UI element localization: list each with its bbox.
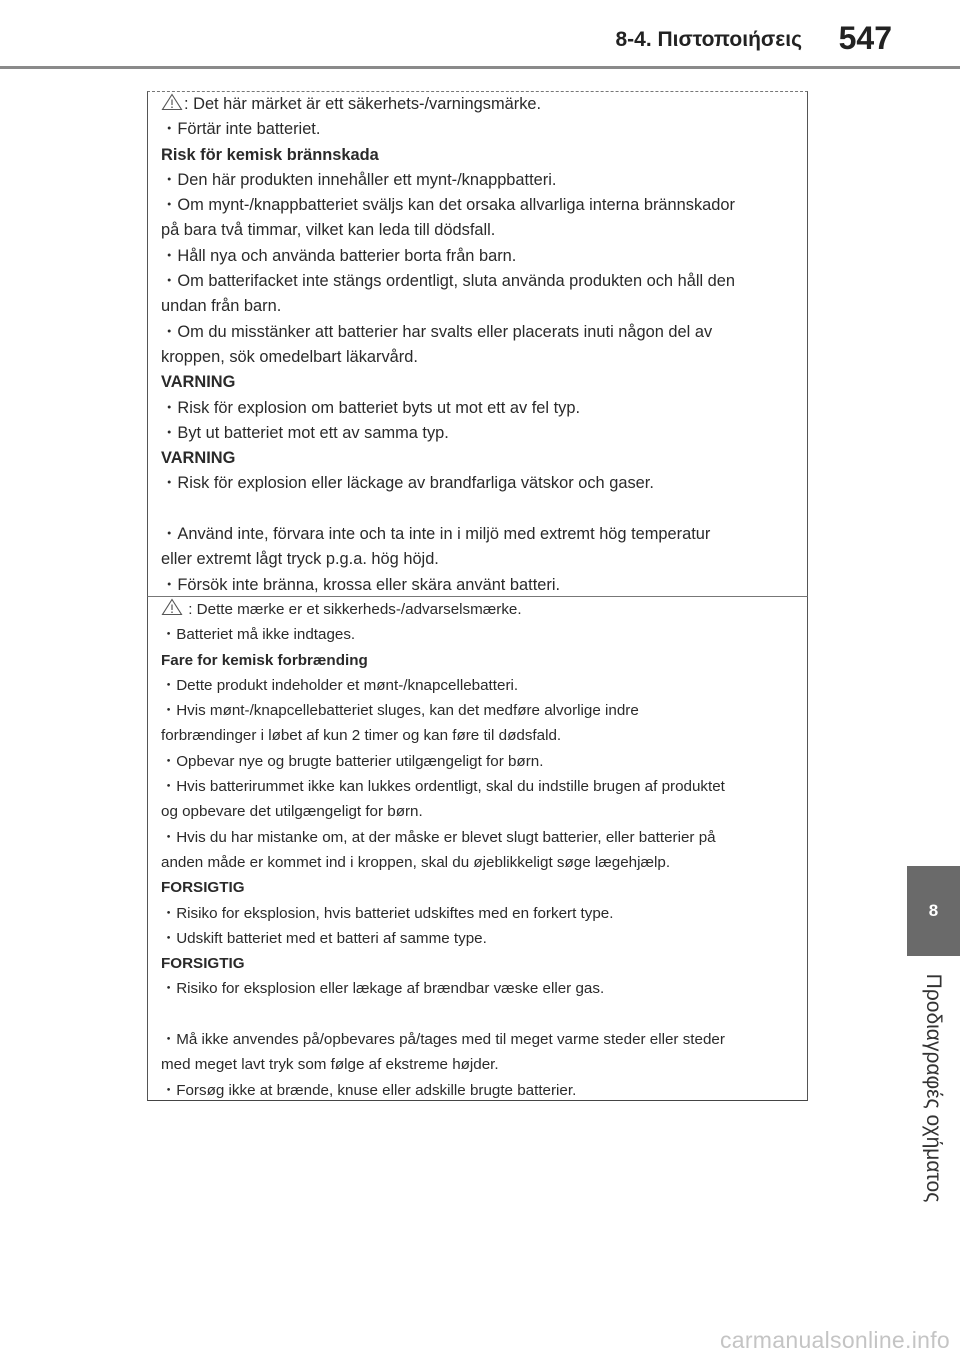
chapter-title: Προδιαγραφές οχήματος (922, 973, 945, 1203)
text-line (161, 901, 795, 926)
line-text: og opbevare det utilgængeligt for børn. (161, 803, 423, 821)
spacer (161, 1002, 795, 1027)
section-heading (161, 143, 795, 168)
text-line (161, 774, 795, 799)
text-line (161, 547, 795, 572)
text-line (161, 345, 795, 370)
text-line (161, 1078, 795, 1103)
line-text: på bara två timmar, vilket kan leda till dödsfall. (161, 221, 496, 240)
section-heading (161, 370, 795, 395)
line-text: ・Batteriet må ikke indtages. (161, 626, 356, 644)
warning-triangle-icon (161, 93, 183, 111)
section-title: 8-4. Πιστοποιήσεις (615, 28, 802, 51)
text-line (161, 396, 795, 421)
line-text: ・Den här produkten innehåller ett mynt-/knappbatteri. (161, 170, 557, 189)
line-text: undan från barn. (161, 297, 282, 316)
line-text: : Dette mærke er et sikkerheds-/advarselsmærke. (184, 601, 522, 618)
page-header (0, 0, 960, 70)
text-line (161, 421, 795, 446)
text-line (161, 471, 795, 496)
line-text: ・Hvis du har mistanke om, at der måske er blevet slugt batterier, eller batterier på (161, 828, 716, 846)
text-line (161, 117, 795, 142)
text-line (161, 723, 795, 748)
line-text: ・Om du misstänker att batterier har svalts eller placerats inuti någon del av (161, 322, 713, 341)
warning-triangle-icon (161, 598, 183, 616)
line-text: ・Opbevar nye og brugte batterier utilgængeligt for børn. (161, 752, 544, 770)
line-text: kroppen, sök omedelbart läkarvård. (161, 347, 418, 366)
text-line (161, 799, 795, 824)
line-text: ・Dette produkt indeholder et mønt-/knapcellebatteri. (161, 676, 519, 694)
line-text: Fare for kemisk forbrænding (161, 651, 368, 669)
line-text: ・Risk för explosion om batteriet byts ut mot ett av fel typ. (161, 398, 581, 417)
text-line (161, 698, 795, 723)
line-text: anden måde er kommet ind i kroppen, skal du øjeblikkeligt søge lægehjælp. (161, 853, 671, 871)
header-divider (0, 66, 960, 69)
text-line (161, 269, 795, 294)
text-line (161, 622, 795, 647)
text-line (161, 1027, 795, 1052)
chapter-tab[interactable] (907, 866, 960, 956)
line-text: ・Må ikke anvendes på/opbevares på/tages med til meget varme steder eller steder (161, 1031, 725, 1049)
line-text: eller extremt lågt tryck p.g.a. hög höjd. (161, 550, 439, 569)
text-line (161, 294, 795, 319)
page-number: 547 (838, 20, 892, 56)
line-text: ・Hvis batterirummet ikke kan lukkes ordentligt, skal du indstille brugen af produktet (161, 778, 725, 796)
line-text: ・Om mynt-/knappbatteriet sväljs kan det orsaka allvarliga interna brännskador (161, 196, 735, 215)
line-text: FORSIGTIG (161, 955, 245, 973)
text-line (161, 673, 795, 698)
text-line (161, 244, 795, 269)
line-text: VARNING (161, 449, 236, 468)
text-line (161, 1052, 795, 1077)
spacer (161, 497, 795, 522)
text-line (161, 92, 795, 117)
text-line (161, 573, 795, 598)
line-text: ・Forsøg ikke at brænde, knuse eller adskille brugte batterier. (161, 1081, 577, 1099)
line-text: ・Försök inte bränna, krossa eller skära använt batteri. (161, 575, 561, 594)
line-text: ・Risiko for eksplosion eller lækage af brændbar væske eller gas. (161, 980, 605, 998)
text-line (161, 597, 795, 622)
chapter-number: 8 (928, 901, 939, 920)
line-text: ・Udskift batteriet med et batteri af samme type. (161, 929, 487, 947)
line-text: ・Hvis mønt-/knapcellebatteriet sluges, kan det medføre alvorlige indre (161, 702, 639, 720)
text-line (161, 749, 795, 774)
text-line (161, 522, 795, 547)
line-text: forbrændinger i løbet af kun 2 timer og kan føre til dødsfald. (161, 727, 562, 745)
line-text: ・Förtär inte batteriet. (161, 120, 321, 139)
text-line (161, 218, 795, 243)
text-line (161, 850, 795, 875)
line-text: ・Håll nya och använda batterier borta från barn. (161, 246, 517, 265)
line-text: ・Risk för explosion eller läckage av brandfarliga vätskor och gaser. (161, 474, 654, 493)
line-text: med meget lavt tryk som følge af ekstreme højder. (161, 1056, 499, 1074)
warning-box-danish (147, 597, 808, 1101)
text-line (161, 168, 795, 193)
line-text: Risk för kemisk brännskada (161, 145, 379, 164)
text-line (161, 320, 795, 345)
text-line (161, 976, 795, 1001)
line-text: : Det här märket är ett säkerhets-/varningsmärke. (184, 95, 542, 113)
text-line (161, 926, 795, 951)
line-text: VARNING (161, 373, 236, 392)
section-heading (161, 875, 795, 900)
line-text: FORSIGTIG (161, 879, 245, 897)
warning-box-swedish (147, 91, 808, 597)
text-line (161, 825, 795, 850)
line-text: ・Använd inte, förvara inte och ta inte in i miljö med extremt hög temperatur (161, 525, 711, 544)
line-text: ・Byt ut batteriet mot ett av samma typ. (161, 423, 449, 442)
watermark: carmanualsonline.info (719, 1327, 950, 1353)
section-heading (161, 648, 795, 673)
line-text: ・Om batterifacket inte stängs ordentligt, sluta använda produkten och håll den (161, 272, 736, 291)
section-heading (161, 951, 795, 976)
line-text: ・Risiko for eksplosion, hvis batteriet udskiftes med en forkert type. (161, 904, 614, 922)
section-heading (161, 446, 795, 471)
text-line (161, 193, 795, 218)
